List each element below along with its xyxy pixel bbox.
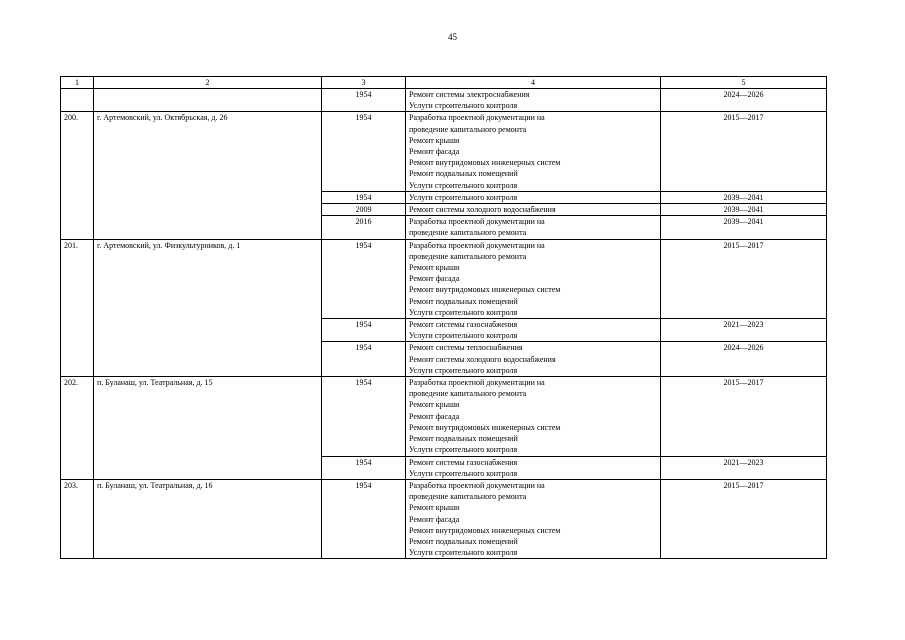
year-cell: 2016 xyxy=(322,216,406,239)
column-header-2: 2 xyxy=(94,77,322,89)
period-cell: 2015—2017 xyxy=(661,479,827,558)
work-item: Услуги строительного контроля xyxy=(409,468,518,478)
building-address: г. Артемовский, ул. Физкультурников, д. 1 xyxy=(94,239,322,376)
work-item: Ремонт внутридомовых инженерных систем xyxy=(409,422,561,432)
works-cell xyxy=(406,319,661,342)
capital-repair-table xyxy=(60,76,827,559)
work-item: Разработка проектной документации на xyxy=(409,217,545,227)
column-number-header-row xyxy=(61,77,827,89)
work-item: Ремонт системы газоснабжения xyxy=(409,320,518,330)
work-item: Ремонт подвальных помещений xyxy=(409,296,518,306)
work-item: Ремонт крыши xyxy=(409,263,460,273)
work-item: Ремонт фасада xyxy=(409,411,460,421)
work-item: Услуги строительного контроля xyxy=(409,180,518,190)
work-item: Ремонт подвальных помещений xyxy=(409,434,518,444)
work-item: проведение капитального ремонта xyxy=(409,228,527,238)
year-cell: 1954 xyxy=(322,89,406,112)
work-item: проведение капитального ремонта xyxy=(409,251,527,261)
period-cell: 2024—2026 xyxy=(661,342,827,377)
building-address: п. Буланаш, ул. Театральная, д. 15 xyxy=(94,377,322,480)
period-cell: 2015—2017 xyxy=(661,239,827,318)
period-cell: 2021—2023 xyxy=(661,456,827,479)
row-number: 201. xyxy=(61,239,94,376)
period-cell: 2021—2023 xyxy=(661,319,827,342)
year-cell: 1954 xyxy=(322,377,406,456)
work-item: проведение капитального ремонта xyxy=(409,492,527,502)
period-cell: 2015—2017 xyxy=(661,112,827,191)
row-number: 200. xyxy=(61,112,94,239)
work-item: Ремонт системы электроснабжения xyxy=(409,90,530,99)
work-item: Ремонт фасада xyxy=(409,147,460,157)
column-header-1: 1 xyxy=(61,77,94,89)
page-number: 45 xyxy=(448,32,457,42)
column-header-3: 3 xyxy=(322,77,406,89)
table-row xyxy=(61,239,827,318)
work-item: Разработка проектной документации на xyxy=(409,113,545,123)
year-cell: 1954 xyxy=(322,342,406,377)
work-item: Услуги строительного контроля xyxy=(409,365,518,375)
period-cell: 2039—2041 xyxy=(661,191,827,203)
year-cell: 1954 xyxy=(322,191,406,203)
work-item: Ремонт подвальных помещений xyxy=(409,536,518,546)
work-item: Услуги строительного контроля xyxy=(409,445,518,455)
table-row xyxy=(61,112,827,191)
work-item: Ремонт внутридомовых инженерных систем xyxy=(409,158,561,168)
work-item: Услуги строительного контроля xyxy=(409,192,518,202)
work-item: Ремонт фасада xyxy=(409,274,460,284)
building-address xyxy=(94,89,322,112)
work-item: Услуги строительного контроля xyxy=(409,548,518,558)
year-cell: 1954 xyxy=(322,479,406,558)
works-cell xyxy=(406,216,661,239)
year-cell: 1954 xyxy=(322,112,406,191)
year-cell: 1954 xyxy=(322,456,406,479)
works-cell xyxy=(406,112,661,191)
work-item: Ремонт внутридомовых инженерных систем xyxy=(409,285,561,295)
work-item: Ремонт системы газоснабжения xyxy=(409,457,518,467)
year-cell: 1954 xyxy=(322,319,406,342)
work-item: Ремонт системы холодного водоснабжения xyxy=(409,205,556,215)
work-item: Ремонт крыши xyxy=(409,400,460,410)
year-cell: 1954 xyxy=(322,239,406,318)
row-number: 202. xyxy=(61,377,94,480)
works-cell xyxy=(406,239,661,318)
work-item: Услуги строительного контроля xyxy=(409,307,518,317)
row-number xyxy=(61,89,94,112)
work-item: Ремонт подвальных помещений xyxy=(409,169,518,179)
period-cell: 2039—2041 xyxy=(661,204,827,216)
work-item: Услуги строительного контроля xyxy=(409,101,518,111)
building-address: г. Артемовский, ул. Октябрьская, д. 26 xyxy=(94,112,322,239)
period-cell: 2015—2017 xyxy=(661,377,827,456)
period-cell: 2024—2026 xyxy=(661,89,827,112)
work-item: Разработка проектной документации на xyxy=(409,240,545,250)
works-cell xyxy=(406,479,661,558)
work-item: Ремонт внутридомовых инженерных систем xyxy=(409,525,561,535)
building-address: п. Буланаш, ул. Театральная, д. 16 xyxy=(94,479,322,558)
works-cell xyxy=(406,342,661,377)
year-cell: 2009 xyxy=(322,204,406,216)
table-body xyxy=(61,77,827,559)
work-item: Услуги строительного контроля xyxy=(409,331,518,341)
works-cell xyxy=(406,191,661,203)
works-cell xyxy=(406,456,661,479)
work-item: Ремонт крыши xyxy=(409,135,460,145)
row-number: 203. xyxy=(61,479,94,558)
column-header-5: 5 xyxy=(661,77,827,89)
work-item: Ремонт системы теплоснабжения xyxy=(409,343,523,353)
period-cell: 2039—2041 xyxy=(661,216,827,239)
works-cell xyxy=(406,204,661,216)
table-row xyxy=(61,377,827,456)
table-row xyxy=(61,479,827,558)
work-item: проведение капитального ремонта xyxy=(409,389,527,399)
table-row xyxy=(61,89,827,112)
work-item: Разработка проектной документации на xyxy=(409,378,545,388)
work-item: Ремонт системы холодного водоснабжения xyxy=(409,354,556,364)
column-header-4: 4 xyxy=(406,77,661,89)
works-cell xyxy=(406,89,661,112)
work-item: Ремонт фасада xyxy=(409,514,460,524)
work-item: проведение капитального ремонта xyxy=(409,124,527,134)
work-item: Разработка проектной документации на xyxy=(409,480,545,490)
work-item: Ремонт крыши xyxy=(409,503,460,513)
works-cell xyxy=(406,377,661,456)
